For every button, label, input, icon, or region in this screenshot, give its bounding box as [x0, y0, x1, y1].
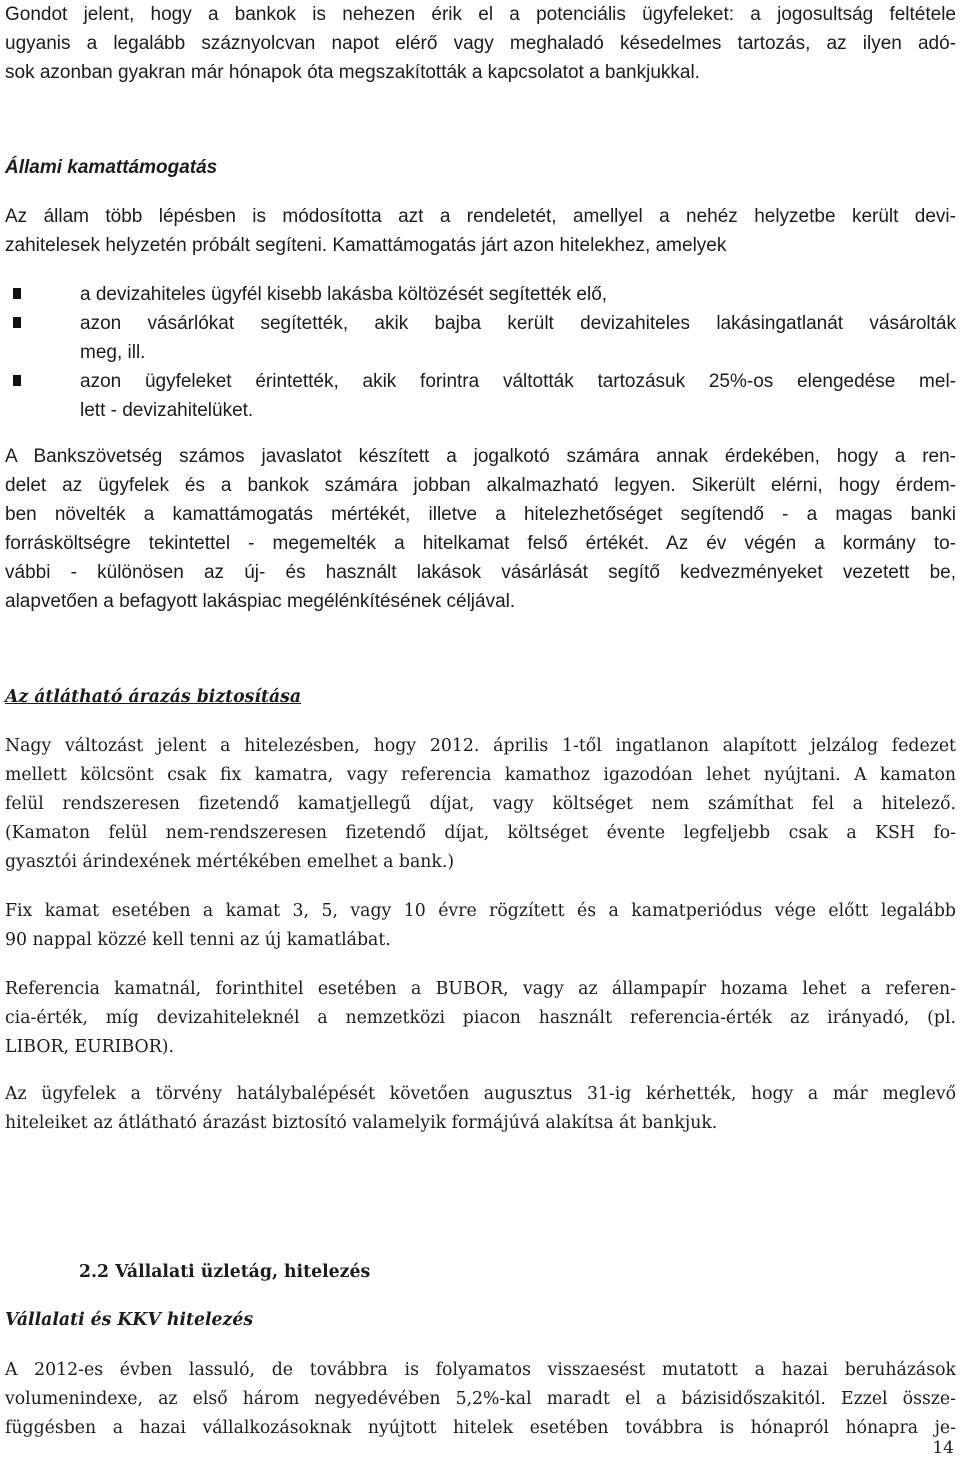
- section-heading-vallalati: 2.2 Vállalati üzletág, hitelezés: [79, 1262, 371, 1282]
- text-line: a devizahiteles ügyfél kisebb lakásba költözését segítették elő,: [80, 284, 608, 305]
- square-bullet-icon: [13, 288, 21, 299]
- allami-paragraph: [5, 202, 956, 260]
- text-line: hiteleiket az átlátható árazást biztosító valamelyik formájúvá alakítsa át bankjuk.: [5, 1113, 718, 1133]
- text-line: lett - devizahitelüket.: [80, 400, 254, 421]
- text-line: sok azonban gyakran már hónapok óta megszakították a kapcsolatot a bankjukkal.: [5, 62, 700, 83]
- list-item: [5, 309, 956, 367]
- text-line: 90 nappal közzé kell tenni az új kamatlábat.: [5, 930, 391, 950]
- text-line: mellett kölcsönt csak fix kamatra, vagy referencia kamathoz igazodóan lehet nyújtani. A kamaton: [5, 765, 956, 785]
- text-line: Referencia kamatnál, forinthitel esetében a BUBOR, vagy az állampapír hozama lehet a referen-: [5, 979, 956, 999]
- vallalati-paragraph: [5, 1356, 956, 1443]
- text-line: delet az ügyfelek és a bankok számára jobban alkalmazható legyen. Sikerült elérni, hogy érdem-: [5, 475, 956, 496]
- text-line: A Bankszövetség számos javaslatot készített a jogalkotó számára annak érdekében, hogy a ren-: [5, 446, 956, 467]
- bullet-list: [5, 280, 956, 425]
- text-line: függésben a hazai vállalkozásoknak nyújtott hitelek esetében továbbra is hónapról hónapra je-: [5, 1418, 956, 1438]
- text-line: azon ügyfeleket érintették, akik forintra váltották tartozásuk 25%-os elengedése mel-: [80, 371, 956, 392]
- text-line: ugyanis a legalább száznyolcvan napot elérő vagy meghaladó késedelmes tartozás, az ilyen adó-: [5, 33, 956, 54]
- text-line: Fix kamat esetében a kamat 3, 5, vagy 10 évre rögzített és a kamatperiódus vége előtt legalább: [5, 901, 956, 921]
- text-line: felül rendszeresen fizetendő kamatjellegű díjat, vagy költséget nem számíthat fel a hitelező.: [5, 794, 956, 814]
- text-line: Nagy változást jelent a hitelezésben, hogy 2012. április 1-től ingatlanon alapított jelzálog fedezet: [5, 736, 956, 756]
- text-line: Az állam több lépésben is módosította azt a rendeletét, amellyel a nehéz helyzetbe került devi-: [5, 206, 956, 227]
- text-line: forrásköltségre tekintettel - megemelték a hitelkamat felső értékét. Az év végén a kormány to-: [5, 533, 956, 554]
- list-item: [5, 367, 956, 425]
- text-line: alapvetően a befagyott lakáspiac megélénkítésének céljával.: [5, 591, 516, 612]
- text-line: cia-érték, míg devizahiteleknél a nemzetközi piacon használt referencia-érték az irányadó, (pl.: [5, 1008, 956, 1028]
- text-line: A 2012-es évben lassuló, de továbbra is folyamatos visszaesést mutatott a hazai beruházások: [5, 1360, 956, 1380]
- list-item: [5, 280, 956, 309]
- text-line: Az ügyfelek a törvény hatálybalépését követően augusztus 31-ig kérhették, hogy a már meglevő: [5, 1084, 956, 1104]
- section-heading-arazas: Az átlátható árazás biztosítása: [5, 687, 302, 707]
- arazas-paragraph-2: [5, 897, 956, 955]
- bankszovetseg-paragraph: [5, 442, 956, 616]
- subheading-kkv: Vállalati és KKV hitelezés: [5, 1310, 254, 1330]
- square-bullet-icon: [13, 317, 21, 328]
- page-number: 14: [932, 1438, 954, 1458]
- square-bullet-icon: [13, 375, 21, 386]
- text-line: volumenindexe, az első három negyedévében 5,2%-kal maradt el a bázisidőszakitól. Ezzel össze-: [5, 1389, 956, 1409]
- text-line: ben növelték a kamattámogatás mértékét, illetve a hitelezhetőséget segítendő - a magas banki: [5, 504, 956, 525]
- text-line: vábbi - különösen az új- és használt lakások vásárlását segítő kedvezményeket vezetett be,: [5, 562, 956, 583]
- text-line: Gondot jelent, hogy a bankok is nehezen érik el a potenciális ügyfeleket: a jogosultság feltétele: [5, 4, 956, 25]
- section-heading-allami: Állami kamattámogatás: [5, 157, 218, 178]
- intro-paragraph: [5, 0, 956, 87]
- text-line: zahitelesek helyzetén próbált segíteni. Kamattámogatás járt azon hitelekhez, amelyek: [5, 235, 727, 256]
- text-line: gyasztói árindexének mértékében emelhet a bank.): [5, 852, 455, 872]
- text-line: LIBOR, EURIBOR).: [5, 1037, 174, 1057]
- text-line: (Kamaton felül nem-rendszeresen fizetendő díjat, költséget évente legfeljebb csak a KSH fo-: [5, 823, 956, 843]
- text-line: azon vásárlókat segítették, akik bajba került devizahiteles lakásingatlanát vásárolták: [80, 313, 956, 334]
- arazas-paragraph-4: [5, 1080, 956, 1138]
- arazas-paragraph-3: [5, 975, 956, 1062]
- arazas-paragraph-1: [5, 732, 956, 877]
- text-line: meg, ill.: [80, 342, 146, 363]
